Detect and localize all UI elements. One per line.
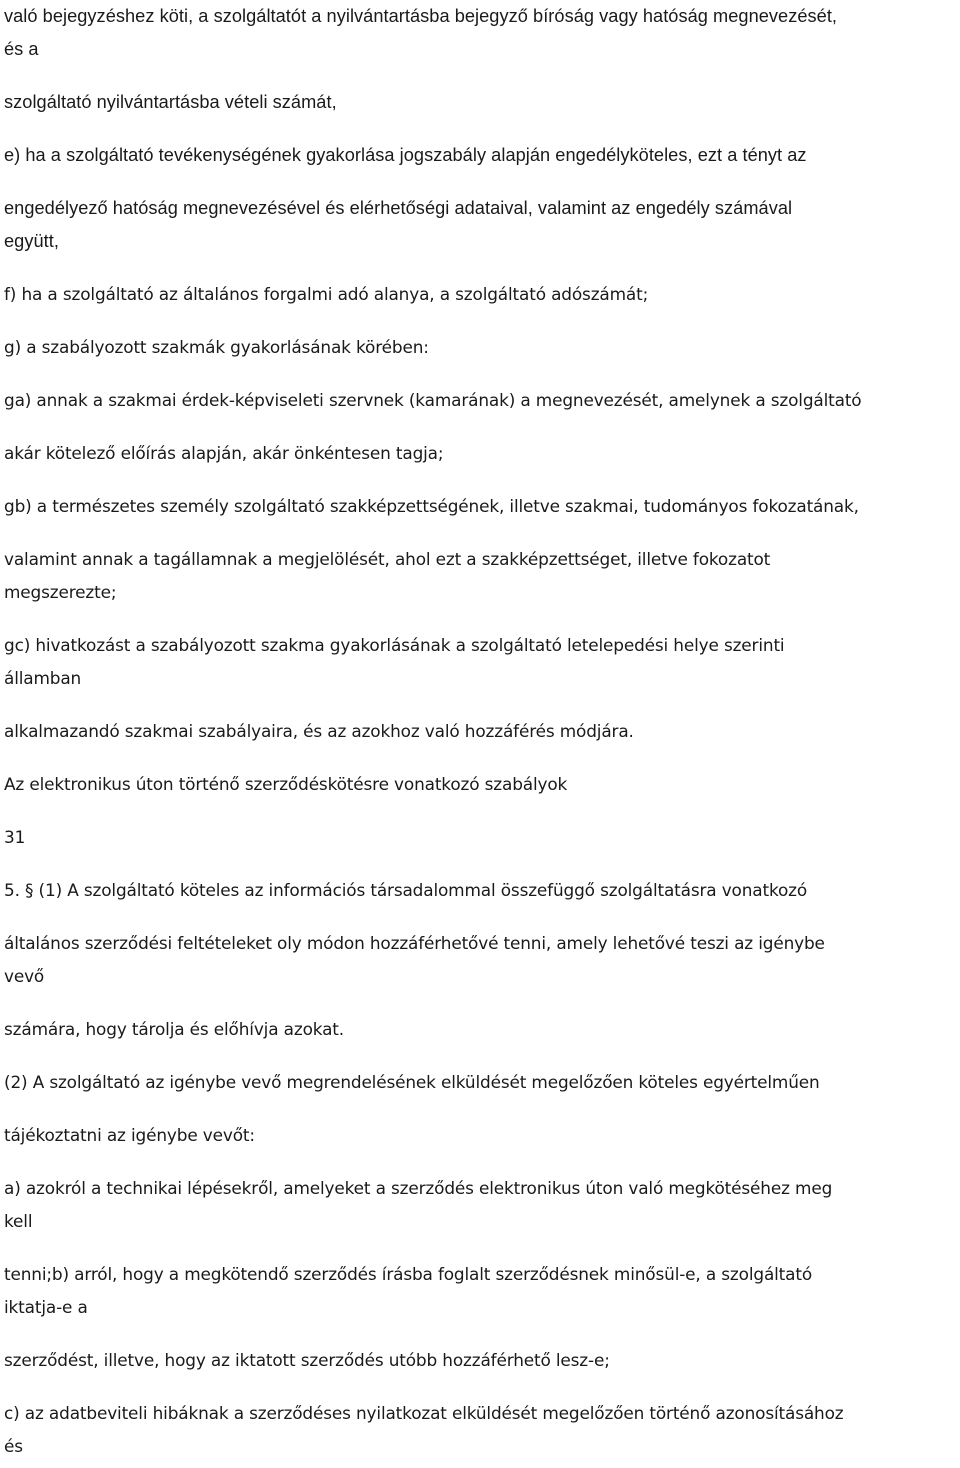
paragraph	[4, 384, 960, 417]
text-line: f) ha a szolgáltató az általános forgalmi adó alanya, a szolgáltató adószámát;	[4, 284, 649, 304]
text-line: való bejegyzéshez köti, a szolgáltatót a nyilvántartásba bejegyző bíróság vagy hatóság megnevezését,	[4, 6, 838, 26]
text-line: (2) A szolgáltató az igénybe vevő megrendelésének elküldését megelőzően köteles egyértelműen	[4, 1072, 820, 1092]
text-line: és	[4, 1436, 23, 1456]
text-line: tenni;b) arról, hogy a megkötendő szerződés írásba foglalt szerződésnek minősül-e, a szolgáltató	[4, 1264, 813, 1284]
text-line: g) a szabályozott szakmák gyakorlásának körében:	[4, 337, 429, 357]
paragraph	[4, 874, 960, 907]
text-line: alkalmazandó szakmai szabályaira, és az azokhoz való hozzáférés módjára.	[4, 721, 634, 741]
paragraph	[4, 1397, 960, 1463]
text-line: e) ha a szolgáltató tevékenységének gyakorlása jogszabály alapján engedélyköteles, ezt a tényt az	[4, 145, 807, 165]
paragraph	[4, 543, 960, 609]
paragraph	[4, 821, 960, 854]
text-line: és a	[4, 39, 39, 59]
text-line: szolgáltató nyilvántartásba vételi számát,	[4, 92, 337, 112]
paragraph	[4, 1119, 960, 1152]
text-line: a) azokról a technikai lépésekről, amelyeket a szerződés elektronikus úton való megkötéséhez meg	[4, 1178, 833, 1198]
paragraph	[4, 1013, 960, 1046]
text-line: Az elektronikus úton történő szerződéskötésre vonatkozó szabályok	[4, 774, 568, 794]
text-line: akár kötelező előírás alapján, akár önkéntesen tagja;	[4, 443, 444, 463]
text-line: valamint annak a tagállamnak a megjelölését, ahol ezt a szakképzettséget, illetve fokozatot	[4, 549, 771, 569]
text-line: kell	[4, 1211, 33, 1231]
text-line: ga) annak a szakmai érdek-képviseleti szervnek (kamarának) a megnevezését, amelynek a szolgáltató	[4, 390, 862, 410]
text-line: tájékoztatni az igénybe vevőt:	[4, 1125, 255, 1145]
paragraph	[4, 0, 960, 66]
paragraph	[4, 192, 960, 258]
paragraph	[4, 437, 960, 470]
paragraph	[4, 1344, 960, 1377]
paragraph	[4, 490, 960, 523]
paragraph	[4, 1066, 960, 1099]
paragraph	[4, 331, 960, 364]
text-line: általános szerződési feltételeket oly módon hozzáférhetővé tenni, amely lehetővé teszi az igénybe	[4, 933, 825, 953]
text-line: megszerezte;	[4, 582, 117, 602]
paragraph	[4, 1172, 960, 1238]
text-line: iktatja-e a	[4, 1297, 88, 1317]
text-line: vevő	[4, 966, 45, 986]
text-line: gb) a természetes személy szolgáltató szakképzettségének, illetve szakmai, tudományos fokozatának,	[4, 496, 859, 516]
text-line: számára, hogy tárolja és előhívja azokat.	[4, 1019, 344, 1039]
paragraph	[4, 139, 960, 172]
paragraph	[4, 86, 960, 119]
text-line: c) az adatbeviteli hibáknak a szerződéses nyilatkozat elküldését megelőzően történő azonosításához	[4, 1403, 844, 1423]
paragraph	[4, 278, 960, 311]
paragraph	[4, 927, 960, 993]
paragraph	[4, 715, 960, 748]
text-line: 31	[4, 827, 26, 847]
text-line: együtt,	[4, 231, 59, 251]
text-line: szerződést, illetve, hogy az iktatott szerződés utóbb hozzáférhető lesz-e;	[4, 1350, 610, 1370]
paragraph	[4, 629, 960, 695]
text-line: államban	[4, 668, 82, 688]
text-line: gc) hivatkozást a szabályozott szakma gyakorlásának a szolgáltató letelepedési helye szerinti	[4, 635, 785, 655]
text-line: 5. § (1) A szolgáltató köteles az információs társadalommal összefüggő szolgáltatásra vonatkozó	[4, 880, 808, 900]
text-line: engedélyező hatóság megnevezésével és elérhetőségi adataival, valamint az engedély számával	[4, 198, 793, 218]
paragraph	[4, 1258, 960, 1324]
paragraph	[4, 768, 960, 801]
